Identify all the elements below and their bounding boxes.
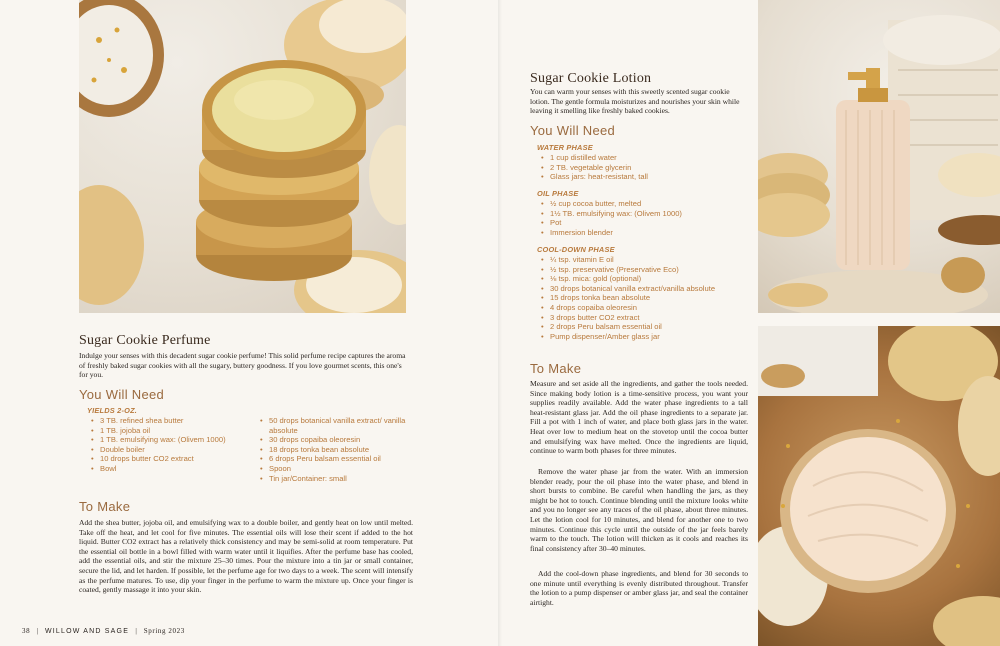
ingredient-item: • ½ cup cocoa butter, melted: [537, 199, 757, 209]
perfume-ingredients-col2: [256, 416, 416, 483]
ingredient-item: • 1 TB. emulsifying wax: (Olivem 1000): [87, 435, 247, 445]
ingredient-item: • 10 drops butter CO2 extract: [87, 454, 247, 464]
lotion-you-will-need-heading: You Will Need: [530, 123, 616, 138]
perfume-instructions: Add the shea butter, jojoba oil, and emulsifying wax to a double boiler, and gently heat on low until melted. Take off the heat, and let cool for five minutes. The essential oils will lose their scent if added to the hot liquid. Butter CO2 extract has a relatively thick consistency and may be semi-solid at room temperature. Put the essential oil bottle in a bowl filled with warm water until it liquifies. After the perfume base has cooled, add the essential oils, and stir the mixture 25–30 times. Pour the mixture into a tin jar or small container, secure the lid, and let harden. If possible, let the perfume age for two days to a week. The scent will intensify as the perfume matures. To use, dip your finger in the perfume to warm the mixture up. Once your finger is coated, gently massage it into your skin.: [79, 518, 413, 595]
ingredient-item: • 2 TB. vegetable glycerin: [537, 163, 757, 173]
water-phase-label: WATER PHASE: [537, 143, 593, 152]
ingredient-item: • 18 drops tonka bean absolute: [256, 445, 416, 455]
ingredient-item: • 3 TB. refined shea butter: [87, 416, 247, 426]
ingredient-item: • Pump dispenser/Amber glass jar: [537, 332, 767, 342]
perfume-title: Sugar Cookie Perfume: [79, 333, 211, 348]
cool-down-list: [537, 255, 767, 341]
left-footer: 38 | WILLOW AND SAGE | Spring 2023: [22, 627, 185, 635]
ingredient-item: • Double boiler: [87, 445, 247, 455]
ingredient-item: • Spoon: [256, 464, 416, 474]
lotion-bowl-illustration: [758, 326, 1000, 646]
ingredient-item: • ¼ tsp. vitamin E oil: [537, 255, 767, 265]
ingredient-item: • ⅛ tsp. mica: gold (optional): [537, 274, 767, 284]
ingredient-item: • ½ tsp. preservative (Preservative Eco): [537, 265, 767, 275]
ingredient-item: • 50 drops botanical vanilla extract/ vanilla absolute: [256, 416, 416, 435]
ingredient-item: • 30 drops botanical vanilla extract/vanilla absolute: [537, 284, 767, 294]
lotion-instructions-p2: Remove the water phase jar from the water. With an immersion blender ready, pour the oil phase into the water phase, and blend in short bursts to combine. Be careful when handling the jars, as they might be hot to touch. Continue blending until the mixture looks white and you no longer see any traces of the oil phase, about three minutes. Let the lotion cool for 10 minutes, and blend for another one to two minutes. Continue this cycle until the outside of the jar feels barely warm to the touch. The lotion will thicken as it cools and reaches its final consistency after 30–40 minutes.: [530, 467, 748, 553]
lotion-instructions-p1: Measure and set aside all the ingredients, and gather the tools needed. Since making body lotion is a time-sensitive process, you want your supplies readily available. Add the water phase ingredients to a tall heat-resistant glass jar. Add the oil phase ingredients to a separate jar. Fill a pot with 1 inch of water, and place both glass jars in the water. Heat over low to medium heat on the stovetop until the cocoa butter and emulsifying wax have melted. Once the ingredients are liquid, continue to warm both phases for three minutes.: [530, 379, 748, 456]
lotion-title: Sugar Cookie Lotion: [530, 71, 652, 86]
ingredient-item: • 1 TB. jojoba oil: [87, 426, 247, 436]
cool-down-label: COOL-DOWN PHASE: [537, 245, 615, 254]
water-phase-list: [537, 153, 757, 182]
perfume-to-make-heading: To Make: [79, 499, 131, 514]
perfume-intro: Indulge your senses with this decadent sugar cookie perfume! This solid perfume recipe captures the aroma of freshly baked sugar cookies with all the sugary, buttery goodness. If you love gourmet scents, this one's for you.: [79, 351, 406, 380]
ingredient-item: • 15 drops tonka bean absolute: [537, 293, 767, 303]
footer-issue: Spring 2023: [143, 627, 185, 635]
lotion-bowl-photo: [758, 326, 1000, 646]
lotion-instructions-p3: Add the cool-down phase ingredients, and blend for 30 seconds to one minute until everything is evenly distributed throughout. Transfer the lotion to a pump dispenser or amber glass jar, and seal the container airtight.: [530, 569, 748, 607]
perfume-tins-illustration: [79, 0, 406, 313]
page-number: 38: [22, 627, 31, 635]
page-gutter: [498, 0, 502, 646]
lotion-to-make-heading: To Make: [530, 361, 582, 376]
ingredient-item: • Glass jars: heat-resistant, tall: [537, 172, 757, 182]
lotion-intro: You can warm your senses with this sweetly scented sugar cookie lotion. The gentle formula moisturizes and nourishes your skin while leaving it smelling like freshly baked cookies.: [530, 87, 740, 116]
ingredient-item: • 6 drops Peru balsam essential oil: [256, 454, 416, 464]
ingredient-item: • 30 drops copaiba oleoresin: [256, 435, 416, 445]
ingredient-item: • 1½ TB. emulsifying wax: (Olivem 1000): [537, 209, 757, 219]
ingredient-item: • 1 cup distilled water: [537, 153, 757, 163]
ingredient-item: • 2 drops Peru balsam essential oil: [537, 322, 767, 332]
perfume-ingredients-col1: [87, 416, 247, 474]
ingredient-item: • 3 drops butter CO2 extract: [537, 313, 767, 323]
ingredient-item: • Bowl: [87, 464, 247, 474]
footer-brand: WILLOW AND SAGE: [44, 628, 130, 635]
lotion-bottle-photo: [758, 0, 1000, 313]
ingredient-item: • 4 drops copaiba oleoresin: [537, 303, 767, 313]
ingredient-item: • Tin jar/Container: small: [256, 474, 416, 484]
ingredient-item: • Pot: [537, 218, 757, 228]
oil-phase-label: OIL PHASE: [537, 189, 579, 198]
perfume-you-will-need-heading: You Will Need: [79, 387, 165, 402]
perfume-tins-photo: [79, 0, 406, 313]
perfume-yields: YIELDS 2-OZ.: [87, 406, 138, 415]
ingredient-item: • Immersion blender: [537, 228, 757, 238]
lotion-bottle-illustration: [758, 0, 1000, 313]
oil-phase-list: [537, 199, 757, 237]
